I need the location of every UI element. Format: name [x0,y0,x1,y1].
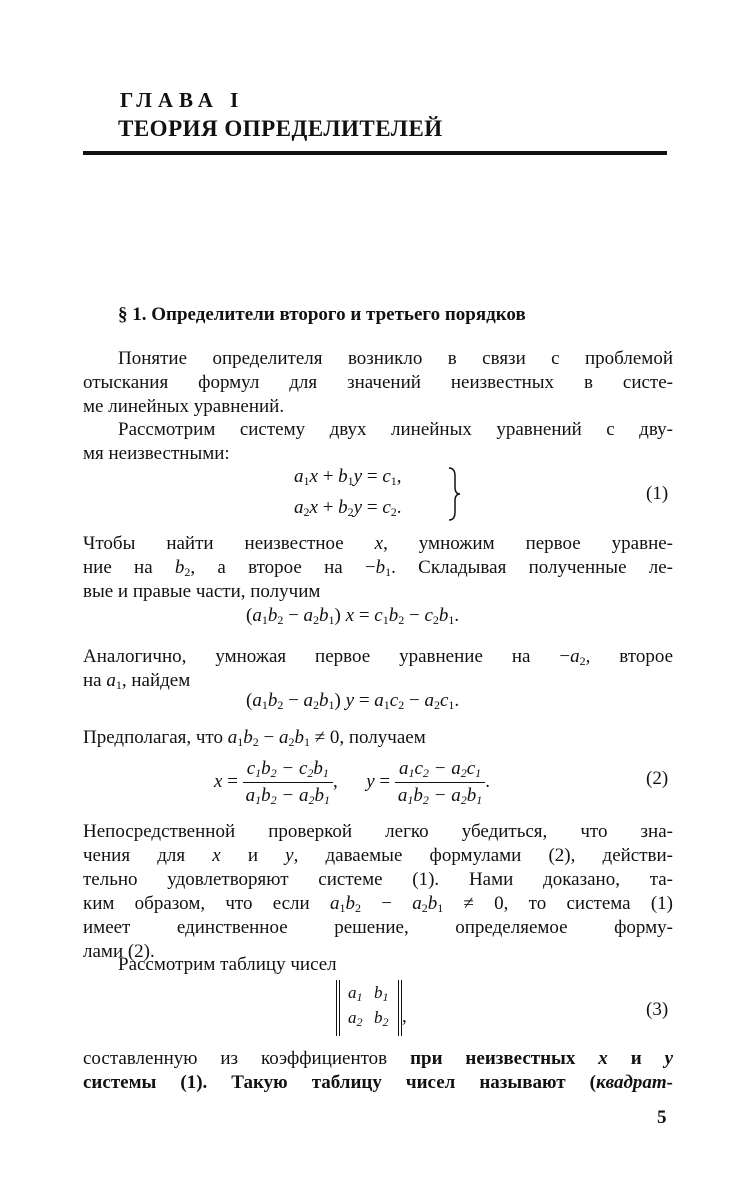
page-number: 5 [657,1107,667,1128]
chapter-kicker: ГЛАВА I [120,88,245,112]
fraction-y: $\frac{a_1c_2 - a_2c_1}{a_1b_2 - a_2b_1}$ [395,758,485,807]
paragraph-1 [83,347,673,419]
equation-number-3: (3) [646,999,669,1020]
p6-line-6: лами (2). [83,941,155,962]
p3-line-3: вые и правые части, получим [83,581,321,602]
p5-line: Предполагая, что $a_1b_2 - a_2b_1 \ne 0$, получаем [83,727,426,749]
paragraph-7 [83,953,673,977]
equation-y: $(a_1b_2 - a_2b_1) y = a_1c_2 - a_2c_1$. [246,690,460,712]
matrix-b1: $b_1$ [374,983,389,1004]
paragraph-6 [83,820,673,964]
chapter-rule [83,151,667,155]
p1-line-3: ме линейных уравнений. [83,396,285,417]
p6-line-5: имеет единственное решение, определяемое форму- [83,917,673,938]
paragraph-5 [83,726,673,750]
matrix-a2: $a_2$ [348,1008,363,1029]
p4-line-2: на $a_1$, найдем [83,670,191,692]
p4-line-1: Аналогично, умножая первое уравнение на $-a_2$, второе [83,646,674,668]
p6-line-2: чения для x и y, даваемые формулами (2), действи- [83,845,674,866]
p6-line-1: Непосредственной проверкой легко убедиться, что зна- [83,821,673,842]
p2-line-1: Рассмотрим систему двух линейных уравнений с дву- [118,419,673,440]
system-brace [446,466,462,522]
p2-line-2: мя неизвестными: [83,443,230,464]
paragraph-8 [83,1047,673,1095]
fraction-x: $\frac{c_1b_2 - c_2b_1}{a_1b_2 - a_2b_1}$ [243,758,333,807]
p6-line-3: тельно удовлетворяют системе (1). Нами доказано, та- [83,869,673,890]
paragraph-2 [83,418,673,466]
matrix-a1: $a_1$ [348,983,363,1004]
equation-1a: $a_1x + b_1y = c_1$, [294,466,402,488]
matrix-comma: , [402,1006,407,1027]
equation-number-1: (1) [646,483,669,504]
p6-line-4: ким образом, что если $a_1b_2 - a_2b_1 \ne 0$, то система (1) [83,893,673,915]
paragraph-4 [83,645,673,693]
p7-line: Рассмотрим таблицу чисел [118,954,337,975]
p1-line-2: отыскания формул для значений неизвестных в систе- [83,372,673,393]
equation-number-2: (2) [646,768,669,789]
equation-2: x = $\frac{c_1b_2 - c_2b_1}{a_1b_2 - a_2b_1}$ , y = $\frac{a_1c_2 - a_2c_1}{a_1b_2 - a_2b_1}$ . [214,758,490,807]
p1-line-1: Понятие определителя возникло в связи с проблемой [118,348,673,369]
p3-line-2: ние на $b_2$, а второе на $-b_1$. Складывая полученные ле- [83,557,674,579]
matrix-table [336,980,402,1036]
p3-line-1: Чтобы найти неизвестное x, умножим первое уравне- [83,533,673,554]
equation-x: $(a_1b_2 - a_2b_1) x = c_1b_2 - c_2b_1$. [246,605,460,627]
p8-line-2: системы (1). Такую таблицу чисел называют (квадрат- [83,1072,673,1093]
chapter-title: ТЕОРИЯ ОПРЕДЕЛИТЕЛЕЙ [118,116,443,141]
paragraph-3 [83,532,673,604]
section-title: § 1. Определители второго и третьего порядков [118,304,526,325]
p8-line-1: составленную из коэффициентов при неизвестных x и y [83,1048,674,1069]
equation-1b: $a_2x + b_2y = c_2$. [294,497,402,519]
matrix-b2: $b_2$ [374,1008,389,1029]
